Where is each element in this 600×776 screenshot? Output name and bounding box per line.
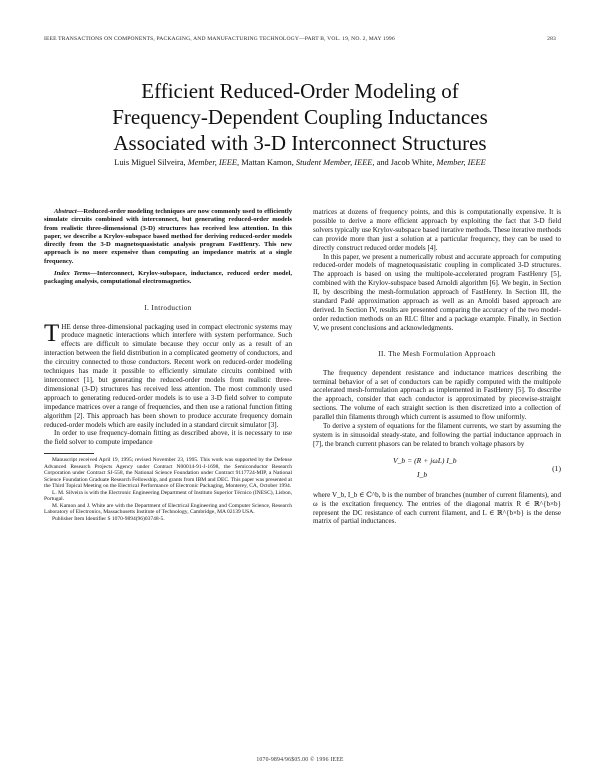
equation-1 — [313, 453, 561, 487]
title-line-3: Associated with 3-D Interconnect Structures — [113, 131, 487, 155]
author-1: Luis Miguel Silveira, — [114, 158, 186, 167]
intro-paragraph-1-text: HE dense three-dimensional packaging used in compact electronic systems may produce magnetic interactions which interfere with system performance. Such effects are difficult to simulate because they occur only as a result of an interaction between the field distribution in a complicated geometry of conductors, and the circuitry connected to those conductors. Recent work on reduced-order modeling techniques has made it possible to efficiently simulate circuits combined with interconnect [1], but generating the reduced-order models from realistic three-dimensional (3-D) structures has received less attention. The most commonly used approach to generating reduced-order models is to use a 3-D field solver to compute impedance matrices over a range of frequencies, and then use a rational function fitting algorithm [2]. This approach has been shown to produce accurate frequency domain reduced-order models which are easily included in a standard circuit simulator [3]. — [44, 322, 292, 429]
section-heading-introduction: I. Introduction — [144, 303, 192, 312]
running-head — [44, 36, 556, 42]
drop-cap: T — [44, 319, 60, 347]
author-2: Mattan Kamon, — [241, 158, 294, 167]
author-list — [40, 158, 560, 167]
author-3: and Jacob White, — [376, 158, 435, 167]
footnote-publisher-id: Publisher Item Identifier S 1070-9894(96)03748-5. — [52, 515, 165, 522]
paper-title — [40, 78, 560, 156]
abstract-text: Reduced-order modeling techniques are now commonly used to efficiently simulate circuits combined with interconnect, but generating reduced-order models from realistic three-dimensional (3-D) structures has received less attention. In this paper, we describe a Krylov-subspace based method for deriving reduced-order models directly from the 3-D magnetoquasistatic analysis program FastHenry. This new approach is no more expensive than computing an impedance matrix at a single frequency. — [44, 208, 292, 265]
mesh-paragraph-2: To derive a system of equations for the filament currents, we start by assuming the system is in sinusoidal steady-state, and following the partial inductance approach in [7], the branch current phasors can be related to branch voltage phasors by — [313, 422, 561, 448]
author-1-role: Member, IEEE, — [187, 158, 240, 167]
running-head-journal: IEEE TRANSACTIONS ON COMPONENTS, PACKAGING, AND MANUFACTURING TECHNOLOGY—PART B, VOL. 19, NO. 2, MAY 1996 — [44, 36, 395, 42]
intro-paragraph-2: In order to use frequency-domain fitting as described above, it is necessary to use the field solver to compute impedance — [44, 429, 292, 447]
index-terms-label: Index Terms— — [54, 270, 97, 278]
equation-1-line-2: I_b — [417, 469, 428, 479]
intro-paragraph-2-continued: matrices at dozens of frequency points, and this is computationally expensive. It is possible to derive a more efficient approach by exploiting the fact that 3-D field solvers typically use Krylov-subspace based iterative methods. These iterative methods can provide more than just a solution at a particular frequency, they can be used to directly construct reduced order models [4]. — [313, 208, 561, 252]
intro-paragraph-3: In this paper, we present a numerically robust and accurate approach for computing reduced-order models of magnetoquasistatic coupling in complicated 3-D structures. The approach is based on using the multipole-accelerated program FastHenry [5], combined with the Krylov-subspace based Arnoldi algorithm [6]. We begin, in Section II, by describing the mesh-formulation approach of FastHenry. In Section III, the standard Padé approximation approach as well as an Arnoldi based approach are derived. In Section IV, results are presented comparing the accuracy of the two model-order reduction methods on an RLC filter and a package example. Finally, in Section V, we present conclusions and acknowledgments. — [313, 252, 561, 332]
page-number: 283 — [547, 36, 556, 42]
left-column — [44, 208, 292, 522]
abstract — [44, 208, 292, 266]
mesh-paragraph-1: The frequency dependent resistance and inductance matrices describing the terminal behavior of a set of conductors can be rapidly computed with the multipole accelerated mesh-formulation approach as implemented in FastHenry [5]. To describe the approach, consider that each conductor is approximated by piecewise-straight sections. The volume of each straight section is then discretized into a collection of parallel thin filaments through which current is assumed to flow uniformly. — [313, 368, 561, 422]
intro-paragraph-1 — [44, 319, 292, 430]
right-column — [313, 208, 561, 526]
equation-1-number: (1) — [552, 463, 561, 473]
title-line-1: Efficient Reduced-Order Modeling of — [141, 79, 459, 103]
footnote-authors-2-3: M. Kamon and J. White are with the Department of Electrical Engineering and Computer Science, Research Laboratory of Electronics, Massachusetts Institute of Technology, Cambridge, MA 02139 USA. — [44, 502, 292, 516]
title-line-2: Frequency-Dependent Coupling Inductances — [112, 105, 488, 129]
author-3-role: Member, IEEE — [436, 158, 486, 167]
footnote-manuscript: Manuscript received April 19, 1995; revised November 23, 1995. This work was supported by the Defense Advanced Research Projects Agency under Contract N00014-91-J-1698, the Semiconductor Research Corporation under Contract SJ-558, the National Science Foundation under Contract 9117724-MIP, a National Science Foundation Graduate Research Fellowship, and grants from IBM and DEC. This paper was presented at the Third Topical Meeting on the Electrical Performance of Electronic Packaging, Monterey, CA, October 1994. — [44, 457, 292, 490]
copyright-line: 1070-9894/96$05.00 © 1996 IEEE — [256, 757, 344, 763]
footnote-divider — [44, 453, 94, 454]
equation-1-line-1: V_b = (R + jωL) I_b — [393, 455, 457, 465]
abstract-label: Abstract— — [54, 208, 84, 215]
index-terms-text: Interconnect, Krylov-subspace, inductance, reduced order model, packaging analysis, computational electromagnetics. — [44, 270, 292, 286]
section-heading-mesh-formulation: II. The Mesh Formulation Approach — [378, 349, 496, 358]
mesh-paragraph-3: where V_b, I_b ∈ ℂ^b, b is the number of branches (number of current filaments), and ω is the excitation frequency. The entries of the diagonal matrix R ∈ ℝ^{b×b} represent the DC resistance of each current filament, and L ∈ ℝ^{b×b} is the dense matrix of partial inductances. — [313, 490, 561, 526]
author-2-role: Student Member, IEEE, — [295, 158, 375, 167]
index-terms — [44, 270, 292, 287]
footnote-author-1: L. M. Silveira is with the Electronic Engineering Department of Instituto Superior Técnico (INESC), Lisbon, Portugal. — [44, 489, 293, 503]
